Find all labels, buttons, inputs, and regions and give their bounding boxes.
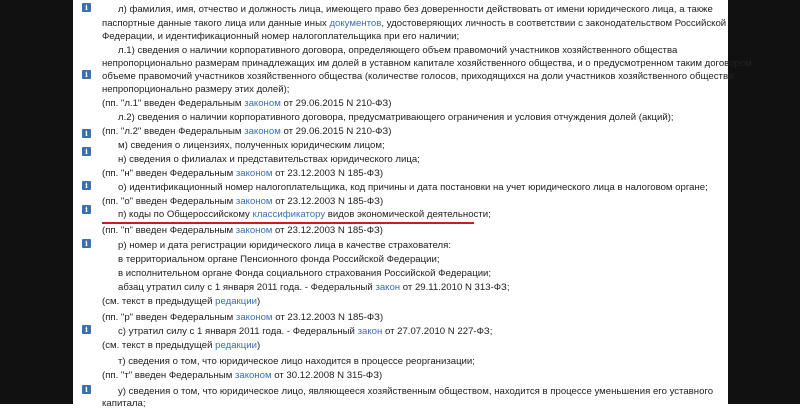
clause-p-line: п) коды по Общероссийскому классификатору видов экономической деятельности; bbox=[118, 209, 491, 220]
edition-link[interactable]: редакции bbox=[215, 340, 257, 351]
clause-u-line: у) сведения о том, что юридическое лицо, являющееся хозяйственным обществом, находится в процессе уменьшения его уставного bbox=[118, 386, 714, 397]
previous-edition-note: (см. текст в предыдущей редакции) bbox=[102, 296, 261, 307]
clause-l-line: л) фамилия, имя, отчество и должность лица, имеющего право без доверенности действовать от имени юридического лица, а также bbox=[118, 4, 713, 15]
clause-t-line: т) сведения о том, что юридическое лицо находится в процессе реорганизации; bbox=[118, 356, 475, 367]
info-icon[interactable]: i bbox=[82, 385, 91, 394]
law-link[interactable]: закон bbox=[375, 282, 401, 293]
law-link[interactable]: законом bbox=[234, 370, 272, 381]
law-link[interactable]: закон bbox=[357, 326, 383, 337]
classifier-link[interactable]: классификатору bbox=[252, 209, 326, 220]
clause-n-line: н) сведения о филиалах и представительствах юридического лица; bbox=[118, 154, 420, 165]
clause-o-line: о) идентификационный номер налогоплательщика, код причины и дата постановки на учет юридического лица в налоговом органе; bbox=[118, 182, 708, 193]
clause-s-line: с) утратил силу с 1 января 2011 года. - Федеральный закон от 27.07.2010 N 227-ФЗ; bbox=[118, 326, 493, 337]
info-icon[interactable]: i bbox=[82, 70, 91, 79]
red-highlight-underline bbox=[102, 222, 474, 224]
clause-l1-line: объеме правомочий участников хозяйственного общества (количестве голосов, приходящихся на доли участников хозяйственного общества bbox=[102, 71, 734, 82]
clause-r-line: р) номер и дата регистрации юридического лица в качестве страхователя: bbox=[118, 240, 451, 251]
law-link[interactable]: законом bbox=[235, 168, 273, 179]
amendment-note: (пп. "л.1" введен Федеральным законом от 29.06.2015 N 210-ФЗ) bbox=[102, 98, 392, 109]
info-icon[interactable]: i bbox=[82, 3, 91, 12]
clause-l-line: Федерации, и идентификационный номер налогоплательщика при его наличии; bbox=[102, 31, 460, 42]
clause-r-line: абзац утратил силу с 1 января 2011 года. - Федеральный закон от 29.11.2010 N 313-ФЗ; bbox=[118, 282, 510, 293]
law-link[interactable]: законом bbox=[235, 312, 273, 323]
info-icon[interactable]: i bbox=[82, 239, 91, 248]
clause-m-line: м) сведения о лицензиях, полученных юридическим лицом; bbox=[118, 140, 385, 151]
clause-u-line: капитала; bbox=[102, 398, 146, 409]
clause-r-line: в территориальном органе Пенсионного фонда Российской Федерации; bbox=[118, 254, 440, 265]
law-link[interactable]: законом bbox=[244, 98, 281, 109]
law-link[interactable]: законом bbox=[235, 196, 273, 207]
clause-r-line: в исполнительном органе Фонда социального страхования Российской Федерации; bbox=[118, 268, 492, 279]
law-link[interactable]: законом bbox=[235, 225, 273, 236]
clause-l1-line: непропорционально размерам принадлежащих им долей в уставном капитале хозяйственного общества, и о предусмотренном таким договором bbox=[102, 58, 752, 69]
clause-l1-line: л.1) сведения о наличии корпоративного договора, определяющего объем правомочий участников хозяйственного общества bbox=[118, 45, 678, 56]
clause-l-line: паспортные данные такого лица или данные иных документов, удостоверяющих личность в соответствии с законодательством Российской bbox=[102, 18, 727, 29]
info-icon[interactable]: i bbox=[82, 147, 91, 156]
law-link[interactable]: законом bbox=[244, 126, 281, 137]
amendment-note: (пп. "н" введен Федеральным законом от 23.12.2003 N 185-ФЗ) bbox=[102, 168, 384, 179]
clause-l2-line: л.2) сведения о наличии корпоративного договора, предусматривающего ограничения и условия отчуждения долей (акций); bbox=[118, 112, 674, 123]
amendment-note: (пп. "р" введен Федеральным законом от 23.12.2003 N 185-ФЗ) bbox=[102, 312, 384, 323]
amendment-note: (пп. "п" введен Федеральным законом от 23.12.2003 N 185-ФЗ) bbox=[102, 225, 383, 236]
info-icon[interactable]: i bbox=[82, 205, 91, 214]
documents-link[interactable]: документов bbox=[329, 18, 382, 29]
clause-l1-line: непропорционально размеру этих долей); bbox=[102, 84, 290, 95]
previous-edition-note: (см. текст в предыдущей редакции) bbox=[102, 340, 261, 351]
info-icon[interactable]: i bbox=[82, 325, 91, 334]
edition-link[interactable]: редакции bbox=[215, 296, 257, 307]
amendment-note: (пп. "л.2" введен Федеральным законом от 29.06.2015 N 210-ФЗ) bbox=[102, 126, 392, 137]
amendment-note: (пп. "т" введен Федеральным законом от 30.12.2008 N 315-ФЗ) bbox=[102, 370, 383, 381]
left-margin bbox=[0, 0, 73, 404]
info-icon[interactable]: i bbox=[82, 181, 91, 190]
info-icon[interactable]: i bbox=[82, 129, 91, 138]
amendment-note: (пп. "о" введен Федеральным законом от 23.12.2003 N 185-ФЗ) bbox=[102, 196, 384, 207]
